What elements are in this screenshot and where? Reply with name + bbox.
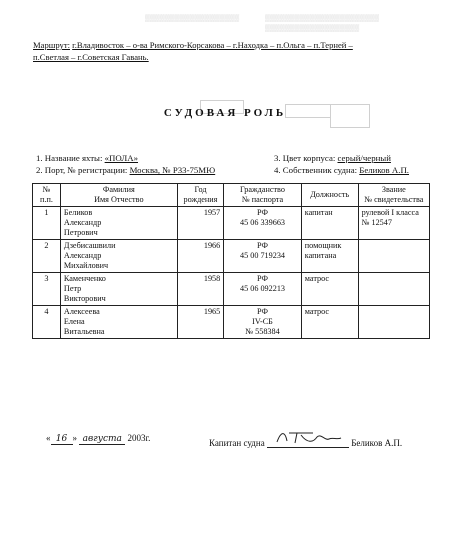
cell-passport: РФ 45 00 719234 — [224, 240, 302, 273]
header-num: № п.п. — [33, 184, 61, 207]
hull-color-field — [274, 153, 391, 164]
cell-position: матрос — [301, 273, 358, 306]
cell-name: Дзебисашвили Александр Михайлович — [60, 240, 177, 273]
header-year: Год рождения — [177, 184, 224, 207]
faded-stamp-text: ▒▒▒▒▒▒▒▒▒▒▒▒▒▒▒▒▒▒▒▒▒▒▒ — [265, 14, 380, 22]
table-row — [33, 207, 430, 240]
faded-stamp-text: ▒▒▒▒▒▒▒▒▒▒▒▒▒▒▒▒▒▒▒ — [145, 14, 240, 22]
cell-passport: РФ 45 06 339663 — [224, 207, 302, 240]
cell-passport: РФ 45 06 092213 — [224, 273, 302, 306]
header-passport: Гражданство № паспорта — [224, 184, 302, 207]
crew-table-header — [33, 184, 430, 207]
route-label: Маршрут: — [33, 40, 70, 50]
cell-year: 1966 — [177, 240, 224, 273]
signature-scribble — [267, 429, 349, 445]
cell-position: капитан — [301, 207, 358, 240]
cell-certificate — [358, 240, 429, 273]
cell-year: 1958 — [177, 273, 224, 306]
cell-position: помощник капитана — [301, 240, 358, 273]
date-quote-open: « — [46, 433, 51, 443]
route-line-2: п.Светлая – г.Советская Гавань. — [33, 51, 149, 62]
owner-value: Беликов А.П. — [359, 165, 410, 175]
yacht-name-label: 1. Название яхты: — [36, 153, 103, 163]
captain-label: Капитан судна — [209, 438, 265, 448]
table-row — [33, 306, 430, 339]
date-day: 16 — [51, 434, 73, 445]
header-name: Фамилия Имя Отчество — [60, 184, 177, 207]
table-row — [33, 240, 430, 273]
header-certificate: Звание № свидетельства — [358, 184, 429, 207]
crew-table — [32, 183, 430, 339]
cell-num: 1 — [33, 207, 61, 240]
date-year: 2003г. — [127, 433, 151, 443]
route-line-1: г.Владивосток – о-ва Римского-Корсакова – г.Находка – п.Ольга – п.Терней – — [72, 40, 353, 50]
cell-name: Каменченко Петр Викторович — [60, 273, 177, 306]
hull-color-label: 3. Цвет корпуса: — [274, 153, 336, 163]
date-line — [46, 433, 150, 445]
signature-mark — [267, 433, 349, 448]
cell-year: 1957 — [177, 207, 224, 240]
owner-label: 4. Собственник судна: — [274, 165, 358, 175]
cell-certificate — [358, 273, 429, 306]
date-month: августа — [79, 434, 125, 445]
cell-certificate — [358, 306, 429, 339]
port-registration-value: Москва, № Р33-75МЮ — [129, 165, 216, 175]
captain-name: Беликов А.П. — [351, 438, 403, 448]
cell-certificate: рулевой I класса № 12547 — [358, 207, 429, 240]
cell-year: 1965 — [177, 306, 224, 339]
table-row — [33, 273, 430, 306]
port-registration-field — [36, 165, 215, 176]
hull-color-value: серый/черный — [337, 153, 391, 163]
faded-stamp-text: ▒▒▒▒▒▒▒▒▒▒▒▒▒▒▒▒▒▒▒ — [265, 24, 360, 32]
cell-passport: РФ IV-СБ № 558384 — [224, 306, 302, 339]
cell-num: 2 — [33, 240, 61, 273]
date-quote-close: » — [72, 433, 77, 443]
cell-name: Алексеева Елена Витальевна — [60, 306, 177, 339]
cell-num: 3 — [33, 273, 61, 306]
port-registration-label: 2. Порт, № регистрации: — [36, 165, 128, 175]
owner-field — [274, 165, 409, 176]
cell-name: Беликов Александр Петрович — [60, 207, 177, 240]
captain-signature-line — [209, 433, 402, 448]
document-title: СУДОВАЯ РОЛЬ — [163, 107, 287, 119]
cell-position: матрос — [301, 306, 358, 339]
header-position: Должность — [301, 184, 358, 207]
yacht-name-field — [36, 153, 138, 164]
route-text — [33, 40, 433, 63]
yacht-name-value: «ПОЛА» — [104, 153, 139, 163]
cell-num: 4 — [33, 306, 61, 339]
